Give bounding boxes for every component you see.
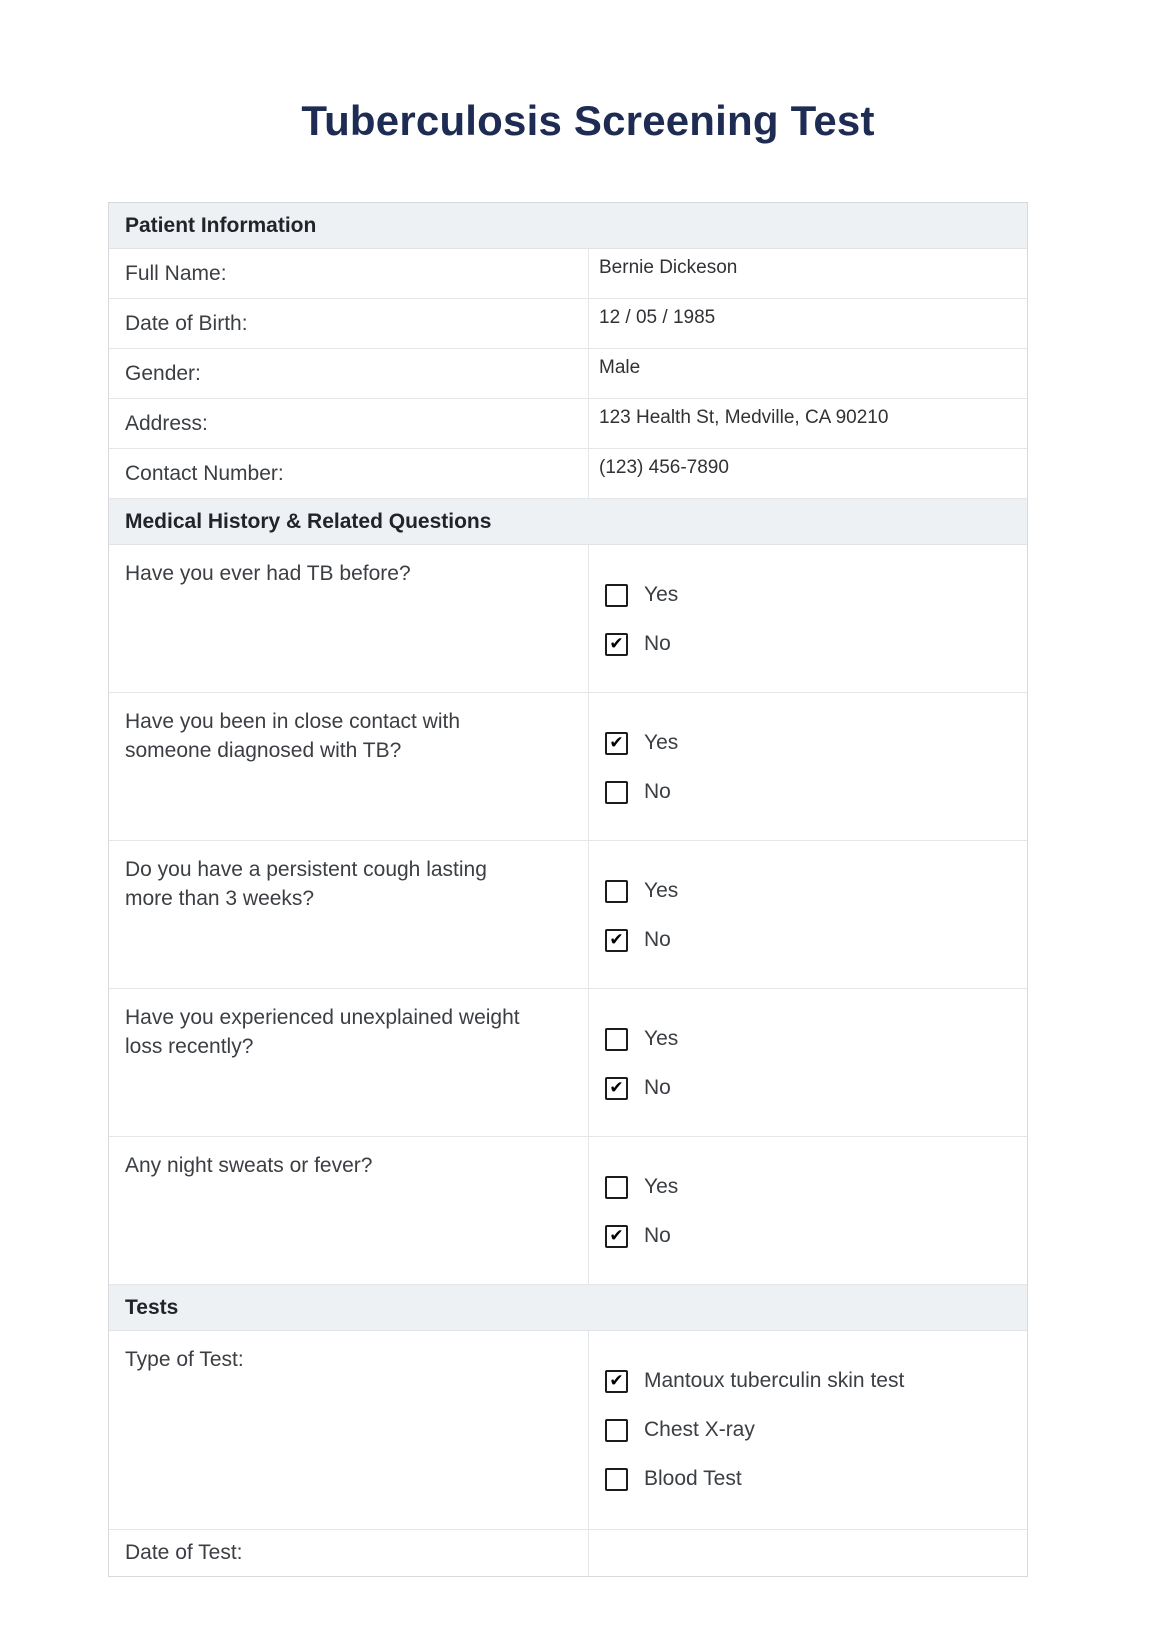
- screening-form-table: [108, 202, 1028, 1577]
- option-no: [605, 632, 1027, 656]
- field-value-date-of-birth[interactable]: 12 / 05 / 1985: [588, 299, 1027, 348]
- section-header-medical-history: [109, 499, 1027, 545]
- option-label: Chest X-ray: [644, 1418, 755, 1441]
- no-checkbox[interactable]: ✔: [605, 633, 628, 656]
- option-mantoux: [605, 1369, 1027, 1393]
- field-label-date-of-test: Date of Test:: [125, 1541, 243, 1564]
- test-type-options: [588, 1331, 1027, 1529]
- field-label-date-of-birth: Date of Birth:: [125, 311, 248, 335]
- question-row-weight-loss: [109, 989, 1027, 1137]
- field-label-type-of-test: Type of Test:: [125, 1348, 244, 1371]
- field-row-date-of-birth: [109, 299, 1027, 349]
- field-row-contact-number: [109, 449, 1027, 499]
- section-title: Tests: [125, 1295, 179, 1319]
- no-checkbox[interactable]: ✔: [605, 1225, 628, 1248]
- question-row-night-sweats: [109, 1137, 1027, 1285]
- section-header-tests: [109, 1285, 1027, 1331]
- option-label: No: [644, 632, 671, 655]
- no-checkbox[interactable]: ✔: [605, 1077, 628, 1100]
- field-row-address: [109, 399, 1027, 449]
- option-label: Yes: [644, 879, 679, 902]
- question-row-tb-before: [109, 545, 1027, 693]
- question-text: Do you have a persistent cough lasting more than 3 weeks?: [125, 858, 487, 910]
- field-value-date-of-test[interactable]: [588, 1530, 1027, 1576]
- question-row-close-contact: [109, 693, 1027, 841]
- option-no: [605, 1076, 1027, 1100]
- section-title: Patient Information: [125, 213, 317, 237]
- field-value-gender[interactable]: Male: [588, 349, 1027, 398]
- option-no: [605, 928, 1027, 952]
- field-value-full-name[interactable]: Bernie Dickeson: [588, 249, 1027, 298]
- field-label-contact-number: Contact Number:: [125, 461, 284, 485]
- section-title: Medical History & Related Questions: [125, 509, 492, 533]
- field-label-gender: Gender:: [125, 361, 201, 385]
- no-checkbox[interactable]: ✔: [605, 929, 628, 952]
- option-yes: [605, 731, 1027, 755]
- answer-options: [588, 1137, 1027, 1284]
- chest-xray-checkbox[interactable]: [605, 1419, 628, 1442]
- mantoux-checkbox[interactable]: ✔: [605, 1370, 628, 1393]
- field-label-full-name: Full Name:: [125, 261, 227, 285]
- field-value-contact-number[interactable]: (123) 456-7890: [588, 449, 1027, 498]
- option-label: No: [644, 1076, 671, 1099]
- blood-test-checkbox[interactable]: [605, 1468, 628, 1491]
- field-value-address[interactable]: 123 Health St, Medville, CA 90210: [588, 399, 1027, 448]
- option-label: No: [644, 1224, 671, 1247]
- yes-checkbox[interactable]: [605, 1176, 628, 1199]
- question-text: Have you ever had TB before?: [125, 562, 411, 585]
- option-label: Yes: [644, 1027, 679, 1050]
- option-no: [605, 780, 1027, 804]
- option-blood-test: [605, 1467, 1027, 1491]
- section-header-patient-information: [109, 203, 1027, 249]
- option-label: No: [644, 780, 671, 803]
- question-text: Have you experienced unexplained weight loss recently?: [125, 1006, 520, 1058]
- answer-options: [588, 545, 1027, 692]
- field-row-full-name: [109, 249, 1027, 299]
- answer-options: [588, 841, 1027, 988]
- option-no: [605, 1224, 1027, 1248]
- option-yes: [605, 583, 1027, 607]
- field-row-gender: [109, 349, 1027, 399]
- question-row-persistent-cough: [109, 841, 1027, 989]
- option-label: Mantoux tuberculin skin test: [644, 1369, 905, 1392]
- question-text: Have you been in close contact with someone diagnosed with TB?: [125, 710, 461, 762]
- option-chest-xray: [605, 1418, 1027, 1442]
- option-label: No: [644, 928, 671, 951]
- yes-checkbox[interactable]: [605, 880, 628, 903]
- option-yes: [605, 1175, 1027, 1199]
- yes-checkbox[interactable]: ✔: [605, 732, 628, 755]
- option-label: Yes: [644, 731, 679, 754]
- field-label-address: Address:: [125, 411, 208, 435]
- answer-options: [588, 989, 1027, 1136]
- yes-checkbox[interactable]: [605, 584, 628, 607]
- yes-checkbox[interactable]: [605, 1028, 628, 1051]
- option-label: Yes: [644, 583, 679, 606]
- no-checkbox[interactable]: [605, 781, 628, 804]
- option-yes: [605, 1027, 1027, 1051]
- date-of-test-row: [109, 1530, 1027, 1576]
- option-label: Blood Test: [644, 1467, 742, 1490]
- answer-options: [588, 693, 1027, 840]
- question-text: Any night sweats or fever?: [125, 1154, 373, 1177]
- test-type-row: [109, 1331, 1027, 1530]
- option-yes: [605, 879, 1027, 903]
- option-label: Yes: [644, 1175, 679, 1198]
- page-title: Tuberculosis Screening Test: [301, 97, 875, 144]
